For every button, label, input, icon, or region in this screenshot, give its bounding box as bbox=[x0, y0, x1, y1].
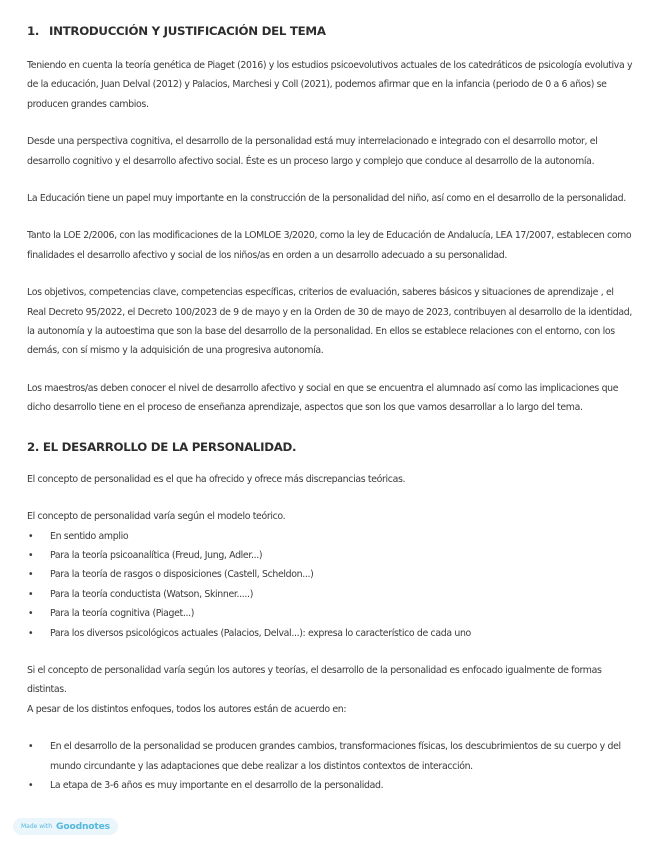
bullet-icon: • bbox=[28, 588, 34, 600]
intro-paragraph-5: Los objetivos, competencias clave, competencias específicas, criterios de evaluación, saberes básicos y situaciones de aprendizaje , el Real Decreto 95/2022, el Decreto 100/2023 de 9 de mayo y en la Orden de 30 de mayo de 2023, contribuyen al desarrollo de la identidad, la autonomía y la autoestima que son la base del desarrollo de la personalidad. En ellos se establece relaciones con el entorno, con los demás, con sí mismo y la adquisición de una progresiva autonomía. bbox=[27, 287, 633, 357]
bullet-icon: • bbox=[28, 741, 34, 753]
bullet-icon: • bbox=[28, 608, 34, 620]
bullet-icon: • bbox=[28, 627, 34, 639]
goodnotes-logo: Goodnotes bbox=[56, 821, 110, 832]
section-2-paragraph-2: El concepto de personalidad varía según el modelo teórico. bbox=[27, 511, 286, 523]
intro-paragraph-3: La Educación tiene un papel muy importante en la construcción de la personalidad del niño, así como en el desarrollo de la personalidad. bbox=[27, 193, 626, 205]
section-2-paragraph-3: Si el concepto de personalidad varía según los autores y teorías, el desarrollo de la personalidad es enfocado igualmente de formas distintas. bbox=[27, 664, 602, 696]
intro-paragraph-2: Desde una perspectiva cognitiva, el desarrollo de la personalidad está muy interrelacionado e integrado con el desarrollo motor, el desarrollo cognitivo y el desarrollo afectivo social. Éste es un proceso largo y complejo que conduce al desarrollo de la autonomía. bbox=[27, 136, 598, 167]
list-item: • Para la teoría de rasgos o disposiciones (Castell, Scheldon...) bbox=[27, 565, 633, 584]
theories-list bbox=[27, 527, 633, 643]
list-item: • Para la teoría psicoanalítica (Freud, Jung, Adler...) bbox=[27, 546, 633, 565]
list-item: • En el desarrollo de la personalidad se producen grandes cambios, transformaciones físicas, los descubrimientos de su cuerpo y del mundo circundante y las adaptaciones que debe realizar a los distintos contextos de interacción. bbox=[27, 737, 633, 776]
section-2-heading: 2. EL DESARROLLO DE LA PERSONALIDAD. bbox=[27, 439, 297, 454]
bullet-icon: • bbox=[28, 569, 34, 581]
bullet-icon: • bbox=[28, 549, 34, 561]
section-2-paragraph-1: El concepto de personalidad es el que ha ofrecido y ofrece más discrepancias teóricas. bbox=[27, 473, 406, 485]
section-1-number: 1. bbox=[27, 24, 40, 38]
list-item: • Para los diversos psicológicos actuales (Palacios, Delval...): expresa lo característico de cada uno bbox=[27, 624, 633, 643]
list-item: • En sentido amplio bbox=[27, 527, 633, 546]
bullet-icon: • bbox=[28, 779, 34, 791]
list-item: • Para la teoría conductista (Watson, Skinner.....) bbox=[27, 585, 633, 604]
list-item: • La etapa de 3-6 años es muy importante en el desarrollo de la personalidad. bbox=[27, 776, 633, 795]
agreement-list bbox=[27, 737, 633, 795]
intro-paragraph-1: Teniendo en cuenta la teoría genética de Piaget (2016) y los estudios psicoevolutivos actuales de los catedráticos de psicología evolutiva y de la educación, Juan Delval (2012) y Palacios, Marchesi y Coll (2021), podemos afirmar que en la infancia (periodo de 0 a 6 años) se producen grandes cambios. bbox=[27, 60, 633, 110]
list-item: • Para la teoría cognitiva (Piaget...) bbox=[27, 604, 633, 623]
section-1-title: INTRODUCCIÓN Y JUSTIFICACIÓN DEL TEMA bbox=[49, 24, 326, 38]
intro-paragraph-4: Tanto la LOE 2/2006, con las modificaciones de la LOMLOE 3/2020, como la ley de Educación de Andalucía, LEA 17/2007, establecen como finalidades el desarrollo afectivo y social de los niños/as en orden a un desarrollo adecuado a su personalidad. bbox=[27, 230, 632, 261]
badge-prefix: Made with bbox=[21, 823, 52, 830]
intro-paragraph-6: Los maestros/as deben conocer el nivel de desarrollo afectivo y social en que se encuentra el alumnado así como las implicaciones que dicho desarrollo tiene en el proceso de enseñanza aprendizaje, aspectos que son los que vamos desarrollar a lo largo del tema. bbox=[27, 382, 619, 414]
section-1-heading bbox=[27, 24, 633, 38]
bullet-icon: • bbox=[28, 530, 34, 542]
section-2-paragraph-4: A pesar de los distintos enfoques, todos los autores están de acuerdo en: bbox=[27, 703, 347, 715]
goodnotes-badge[interactable] bbox=[13, 818, 118, 835]
